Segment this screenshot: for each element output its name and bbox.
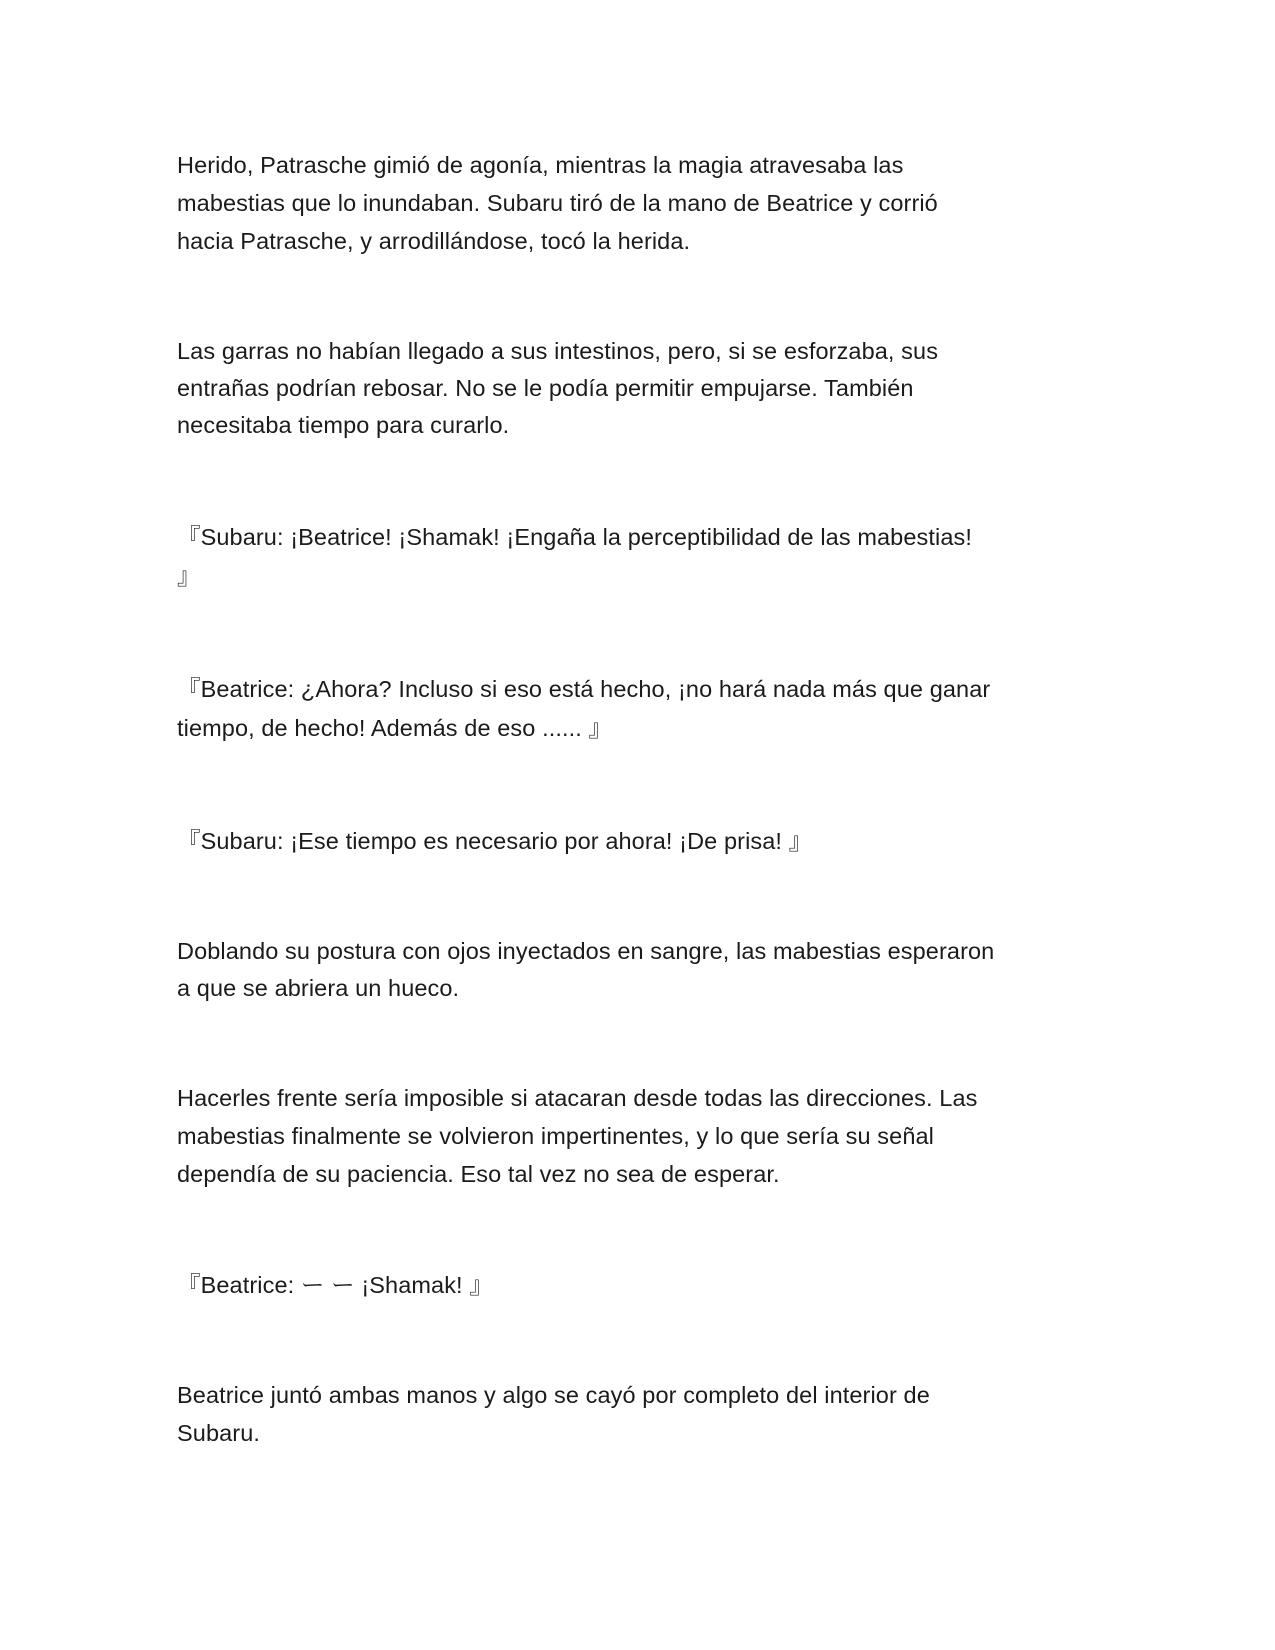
text-line: mabestias que lo inundaban. Subaru tiró de la mano de Beatrice y corrió [177, 190, 938, 216]
text-line: entrañas podrían rebosar. No se le podía permitir empujarse. También [177, 375, 914, 401]
text-line: Las garras no habían llegado a sus intestinos, pero, si se esforzaba, sus [177, 338, 939, 364]
text-line: Herido, Patrasche gimió de agonía, mientras la magia atravesaba las [177, 152, 904, 178]
text-line: Doblando su postura con ojos inyectados en sangre, las mabestias esperaron [177, 938, 995, 964]
text-line: a que se abriera un hueco. [177, 975, 460, 1001]
dialogue-line: 』 [177, 563, 201, 589]
dialogue-line: 『Subaru: ¡Beatrice! ¡Shamak! ¡Engaña la perceptibilidad de las mabestias! [177, 524, 972, 550]
text-line: Hacerles frente sería imposible si atacaran desde todas las direcciones. Las [177, 1085, 978, 1111]
dialogue-line: 『Beatrice: ー ー ¡Shamak! 』 [177, 1272, 493, 1298]
dialogue-line: 『Beatrice: ¿Ahora? Incluso si eso está hecho, ¡no hará nada más que ganar [177, 676, 991, 702]
text-line: Beatrice juntó ambas manos y algo se cayó por completo del interior de [177, 1382, 930, 1408]
dialogue-line: 『Subaru: ¡Ese tiempo es necesario por ahora! ¡De prisa! 』 [177, 828, 813, 854]
text-line: hacia Patrasche, y arrodillándose, tocó la herida. [177, 228, 691, 254]
text-line: mabestias finalmente se volvieron impertinentes, y lo que sería su señal [177, 1123, 934, 1149]
text-line: necesitaba tiempo para curarlo. [177, 412, 510, 438]
text-line: dependía de su paciencia. Eso tal vez no sea de esperar. [177, 1161, 780, 1187]
dialogue-line: tiempo, de hecho! Además de eso ...... 』 [177, 715, 613, 741]
text-line: Subaru. [177, 1420, 261, 1446]
